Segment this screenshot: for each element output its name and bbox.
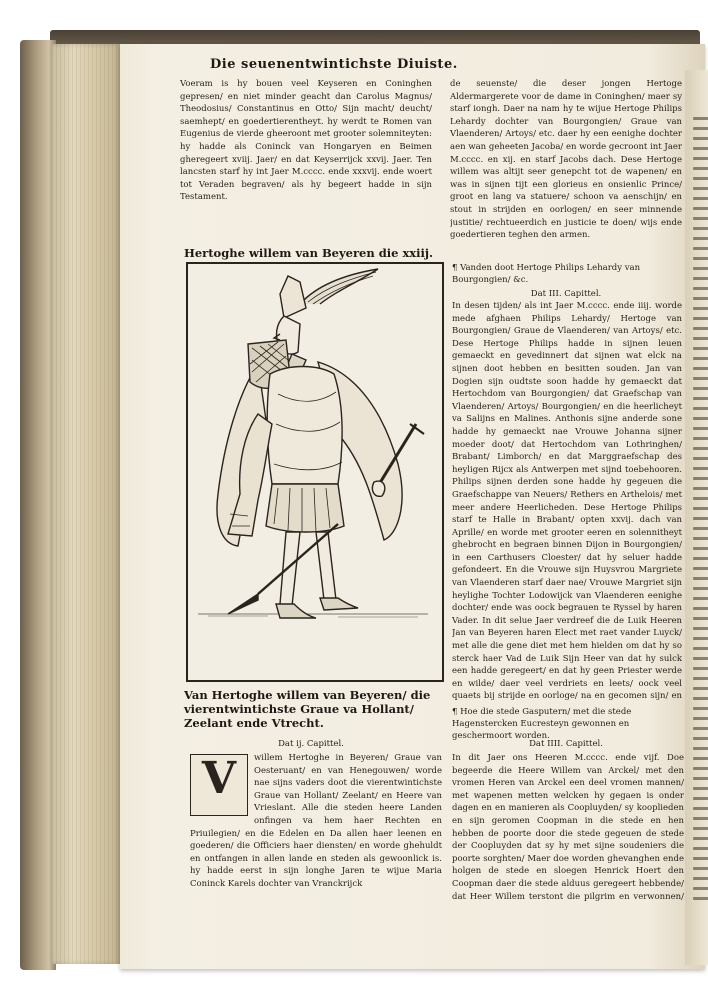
section-1-heading: ¶ Vanden doot Hertoge Philips Lehardy van Bourgongien/ &c. [452,263,641,285]
running-head: Die seuenentwintichste Diuiste. [210,57,458,72]
chapter-4-title: Dat IIII. Capittel. [529,739,603,749]
left-top-text [180,78,432,246]
right-top-text [450,78,682,246]
right-top-paragraph: de seuenste/ die deser jongen Hertoge Aldermargerete voor de dame in Coninghen/ maer sy starf iongh. Daer na nam hy te wijue Hertoge Philips Lehardy dochter van Bourgongien/ Graue van Vlaenderen/ Artoys/ etc. daer hy een eenighe dochter aen wan geheeten Jacoba/ en worde gecroont int Jaer M.cccc. en xij. en starf Jacobs dach. Dese Hertoge willem was altijt seer genepcht tot de wapenen/ en was in sijnen tijt een glorieus en onsienlic Prince/ groot en lang va statuere/ schoon va aenschijn/ en stout in strijden en oorlogen/ en seer minnende justitie/ rechtueerdich en justicie te doen/ wijs ende goedertieren teghen den armen. [450,79,682,241]
chapter-2-title: Dat ij. Capittel. [278,739,344,749]
section-2-heading: ¶ Hoe die stede Gasputern/ met die stede Hagenstercken Eucresteyn gewonnen en geschermoort worden. [452,707,632,741]
figure-caption: Van Hertoghe willem van Beyeren/ die vierentwintichste Graue va Hollant/ Zeelant ende Vtrecht. [184,688,431,730]
chapter-3-title: Dat III. Capittel. [530,289,602,299]
chapter-4-body [452,752,684,904]
duke-portrait-figure [188,264,442,680]
facing-page-edge [685,70,708,965]
chapter-3-paragraph: In desen tijden/ als int Jaer M.cccc. ende iiij. worde mede afghaen Philips Lehardy/ Hertoge van Bourgongien/ Graue de Vlaenderen/ van Artoys/ etc. Dese Hertoge Philips hadde in sijnen leuen gemaeckt en gevedinnert dat sijnen wat elck na sijnen doot hebben en besitten souden. Jan van Dogien sijn oudtste soon hadde hy gemaeckt dat Hertochdom van Bourgongien/ dat Graefschap van Vlaenderen/ Artoys/ Bourgongien/ en die heerlicheyt va Salijns en Malines. Anthonis sijne anderde sone hadde hy gemaeckt nae Vrouwe Johanna sijner moeder doot/ dat Hertochdom van Lothringhen/ Brabant/ Limborch/ en dat Marggraefschap des heyligen Rijcx als Antwerpen met sijnd toebehooren. Philips sijnen derden sone hadde hy gegeuen die Graefschappe van Neuers/ Rethers en Arthelois/ met meer andere Heerlicheden. Dese Hertoge Philips starf te Halle in Brabant/ opten xxvij. dach van Aprille/ en worde met grooter eeren en solennitheyt ghebrocht en begraen binnen Dijon in Bourgongien/ in een Carthusers Cloester/ dat hy seluer hadde gefondeert. En die Vrouwe sijn Huysvrou Margriete van Vlaenderen starf daer nae/ Vrouwe Margriet sijn heylighe Tochter Lodowijck van Vlaenderen eenighe dochter/ ende was oock begrauen te Ryssel by haren Vader. In dit selue Jaer verdreef die de Luik Heeren Jan van Beyeren haren Elect met raet vander Luyck/ met alle die gene diet met hem hielden om dat hy so sterck haer Vad de Luik Sijn Heer van dat hy sulck een hadde geregeert/ en dat hy geen Priester werde en wilde/ daer veel verdriets en leets/ oock veel quaets bij strijde en oorloge/ na en gecomen sijn/ en [452,301,682,700]
chapter-2-body [190,752,442,902]
chapter-4-paragraph: In dit Jaer ons Heeren M.cccc. ende vijf. Doe begeerde die Heere Willem van Arckel/ met den vromen Heren van Arckel een deel vromen mannen/ met wapenen metten welcken hy gegaen is onder dagen en en manieren als Coopluyden/ sy kooplieden en sijn geromen Coopman in die stede en hen hebben de poorte door die stede gegeuen de stede der Coopluyden dat sy hy met sijne soudeniers die poorte sorghten/ Maer doe worden ghevanghen ende holgen de stede en sloegen Henrick Hoert den Coopman daer die stede alduus geregeert hebbende/ dat Heer Willem terstont die pilgrim en verwonnen/ [452,753,684,902]
page-block-edge [52,44,122,964]
figure-heading: Hertoghe willem van Beyeren die xxiij. [184,246,434,260]
left-top-paragraph: Voeram is hy bouen veel Keyseren en Coninghen gepresen/ en niet minder geacht dan Carolus Magnus/ Theodosius/ Constantinus en Otto/ Sijn macht/ deucht/ saemhept/ en goedertierentheyt. hy werdt te Romen van Eugenius de vierde gheeroont met grooter solemniteyten: hy hadde als Coninck van Hongaryen en Beimen gheregeert xviij. Jaer/ en dat Keyserrijck xxvij. Jaer. Ten lancsten starf hy int Jaer M.cccc. ende xxxvij. ende woert tot Veraden begraven/ als hy begeert hadde in sijn Testament. [180,79,432,203]
woodcut-illustration [186,262,444,682]
chapter-2-paragraph: willem Hertoghe in Beyeren/ Graue van Oesteruant/ en van Henegouwen/ worde nae sijns vaders doot die vierentwintichste Graue van Hollant/ Zeelant/ en Heere van Vrieslant. Alle die steden heere Landen onfingen va hem haer Rechten en Priuilegien/ en die Edelen en Da allen haer leenen en goederen/ die Officiers haer diensten/ en worde ghehuldt en ontfangen in allen lande en steden als gewoonlick is. hy hadde eerst in sijn longhe Jaren te wijue Maria Coninck Karels dochter van Vranckrijck [190,753,442,889]
drop-cap-initial: V [190,754,248,816]
chapter-3-body [452,300,682,700]
book-cover-edge [20,40,56,970]
